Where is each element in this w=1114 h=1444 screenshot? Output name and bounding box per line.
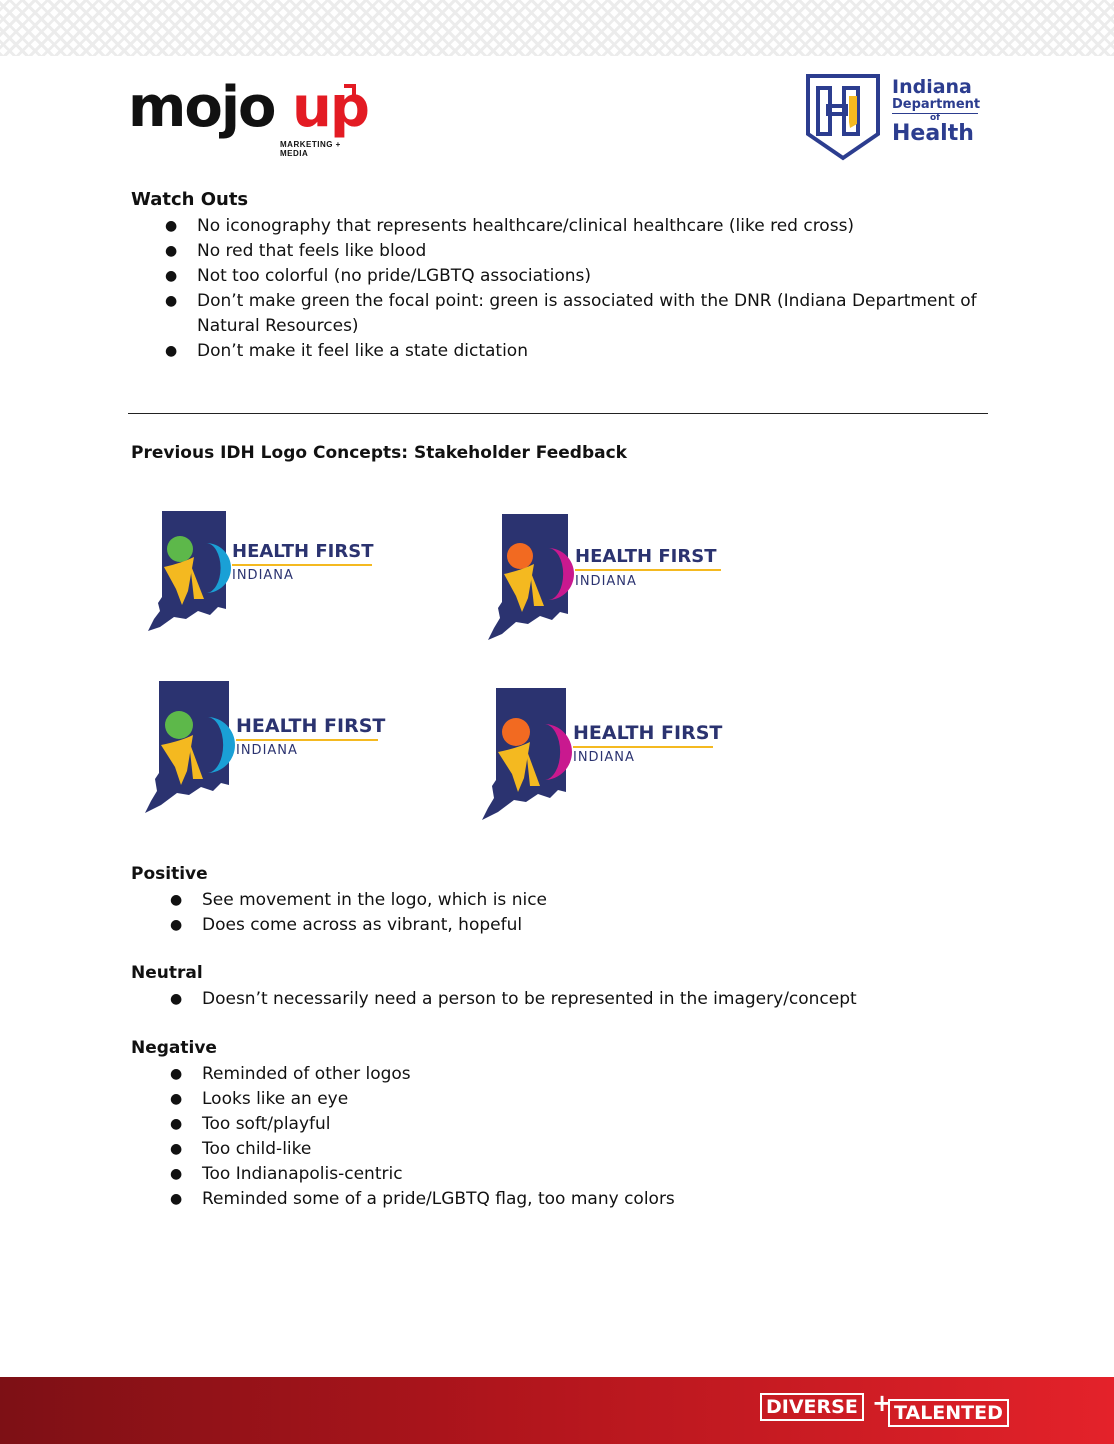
logo-concept-3: [143, 677, 393, 817]
list-item: ● Reminded of other logos: [170, 1064, 411, 1084]
indiana-state-icon: [146, 507, 236, 635]
brand-underline: [232, 564, 372, 566]
up-word: up: [292, 75, 368, 140]
list-item: ● Looks like an eye: [170, 1089, 349, 1109]
concepts-title: Previous IDH Logo Concepts: Stakeholder Feedback: [131, 443, 627, 463]
list-item: ● Doesn’t necessarily need a person to be represented in the imagery/concept: [170, 989, 857, 1009]
section-divider: [128, 413, 988, 414]
indiana-state-icon: [143, 677, 235, 817]
indiana-state-icon: [480, 684, 572, 824]
idh-wordmark: [892, 78, 980, 145]
positive-list: [170, 888, 982, 938]
list-item: ● No iconography that represents healthcare/clinical healthcare (like red cross): [165, 216, 855, 236]
idh-line-health: Health: [892, 121, 974, 146]
brand-title: HEALTH FIRST: [575, 546, 717, 567]
negative-title: Negative: [131, 1038, 217, 1058]
list-item: ● Does come across as vibrant, hopeful: [170, 915, 523, 935]
logo-concept-4: [480, 684, 730, 824]
list-item: ● Too Indianapolis-centric: [170, 1164, 403, 1184]
negative-list: [170, 1062, 982, 1212]
idh-line-of: of: [892, 113, 978, 123]
idh-line-department: Department: [892, 97, 981, 112]
list-item: ● Not too colorful (no pride/LGBTQ associations): [165, 266, 592, 286]
logo-concept-2: [486, 510, 726, 644]
brand-title: HEALTH FIRST: [236, 715, 386, 737]
positive-title: Positive: [131, 864, 208, 884]
watch-outs-title: Watch Outs: [131, 189, 249, 210]
mojo-up-logo: [128, 75, 368, 158]
list-item: ● Reminded some of a pride/LGBTQ flag, too many colors: [170, 1189, 675, 1209]
brand-title: HEALTH FIRST: [573, 722, 723, 744]
list-item: ● Too child-like: [170, 1139, 312, 1159]
idh-logo: [804, 72, 990, 164]
brand-subtitle: INDIANA: [575, 574, 637, 589]
brand-underline: [573, 746, 713, 748]
brand-subtitle: INDIANA: [573, 750, 635, 765]
list-item: ● No red that feels like blood: [165, 241, 427, 261]
list-item: ● Too soft/playful: [170, 1114, 331, 1134]
list-item: ● Don’t make green the focal point: green is associated with the DNR (Indiana Department of Natural Resources): [165, 291, 977, 336]
neutral-list: [170, 987, 982, 1012]
brand-subtitle: INDIANA: [236, 743, 298, 758]
brand-subtitle: INDIANA: [232, 568, 294, 583]
footer-word-talented: TALENTED: [888, 1399, 1009, 1427]
logo-concept-1: [146, 507, 386, 635]
brand-underline: [236, 739, 378, 741]
list-item: ● Don’t make it feel like a state dictation: [165, 341, 528, 361]
idh-shield-icon: [804, 72, 882, 162]
neutral-title: Neutral: [131, 963, 203, 983]
brand-underline: [575, 569, 721, 571]
mojo-tagline: MARKETING + MEDIA: [280, 140, 341, 158]
watch-outs-list: [165, 214, 987, 364]
mojo-word: mojo: [128, 75, 275, 140]
footer-plus: +: [872, 1389, 893, 1417]
footer-word-diverse: DIVERSE: [760, 1393, 864, 1421]
indiana-state-icon: [486, 510, 576, 644]
header-pattern: [0, 0, 1114, 56]
arrow-icon: [342, 82, 358, 98]
brand-title: HEALTH FIRST: [232, 541, 374, 562]
mojo-wordmark: [128, 75, 368, 140]
idh-line-indiana: Indiana: [892, 76, 972, 98]
list-item: ● See movement in the logo, which is nice: [170, 890, 547, 910]
